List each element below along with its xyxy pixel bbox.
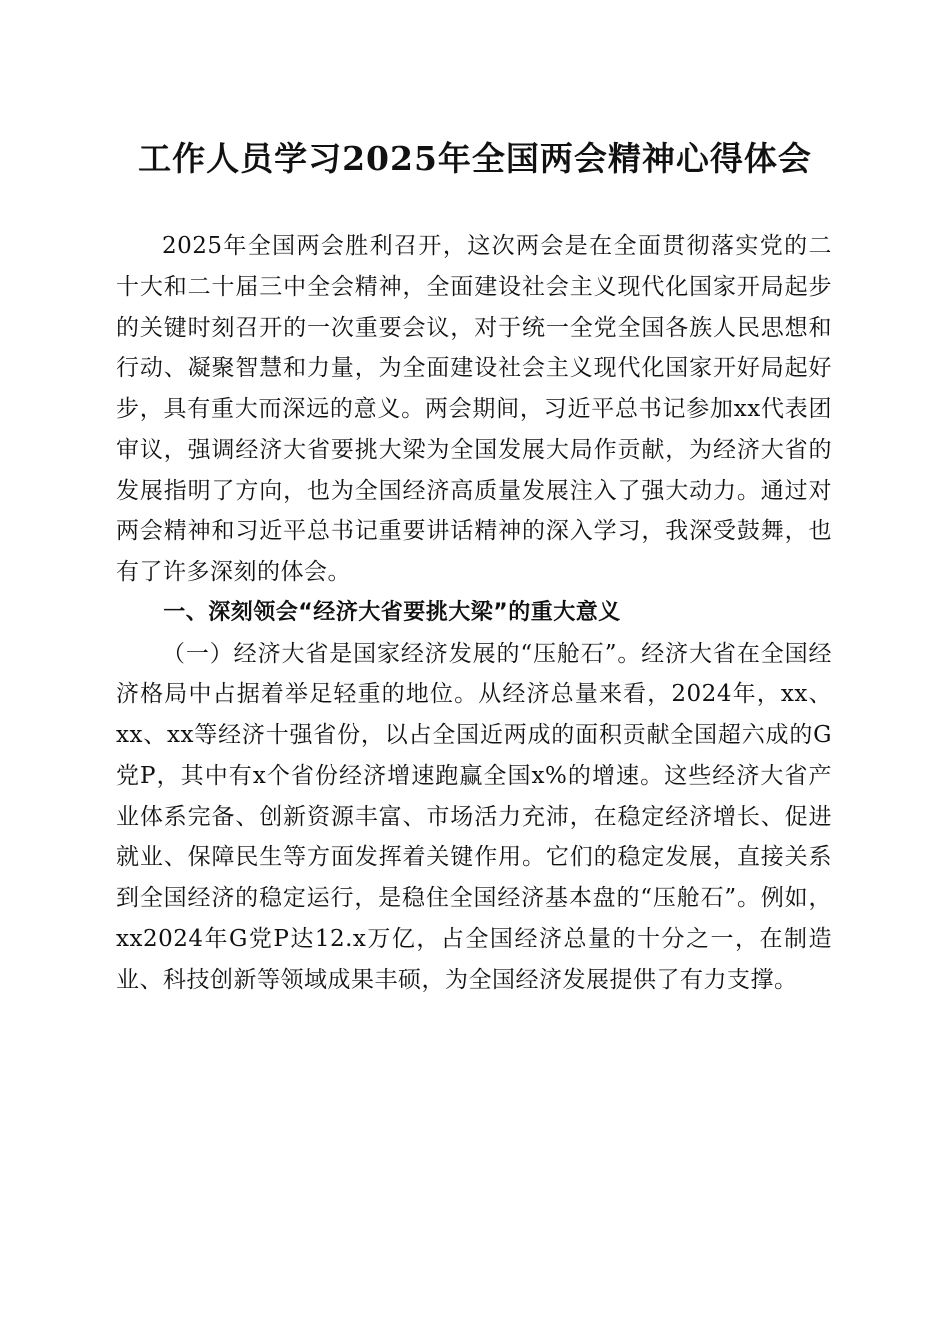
section-heading: 一、深刻领会“经济大省要挑大梁”的重大意义 [163,599,621,625]
subsection-lead: （一）经济大省是国家经济发展的“压舱石”。 [162,640,642,667]
document-body [116,226,832,1000]
subsection-text: 经济大省在全国经济格局中占据着举足轻重的地位。从经济总量来看，2024年，xx、xx、xx等经济十强省份，以占全国近两成的面积贡献全国超六成的G党P，其中有x个省份经济增速跑赢全国x%的增速。这些经济大省产业体系完备、创新资源丰富、市场活力充沛，在稳定经济增长、促进就业、保障民生等方面发挥着关键作用。它们的稳定发展，直接关系到全国经济的稳定运行，是稳住全国经济基本盘的“压舱石”。例如，xx2024年G党P达12.x万亿，占全国经济总量的十分之一，在制造业、科技创新等领域成果丰硕，为全国经济发展提供了有力支撑。 [116,640,832,993]
section-paragraph [116,634,832,1001]
document-title: 工作人员学习2025年全国两会精神心得体会 [138,139,812,178]
intro-paragraph: 2025年全国两会胜利召开，这次两会是在全面贯彻落实党的二十大和二十届三中全会精神，全面建设社会主义现代化国家开局起步的关键时刻召开的一次重要会议，对于统一全党全国各族人民思想和行动、凝聚智慧和力量，为全面建设社会主义现代化国家开好局起好步，具有重大而深远的意义。两会期间，习近平总书记参加xx代表团审议，强调经济大省要挑大梁为全国发展大局作贡献，为经济大省的发展指明了方向，也为全国经济高质量发展注入了强大动力。通过对两会精神和习近平总书记重要讲话精神的深入学习，我深受鼓舞，也有了许多深刻的体会。 [116,233,832,585]
